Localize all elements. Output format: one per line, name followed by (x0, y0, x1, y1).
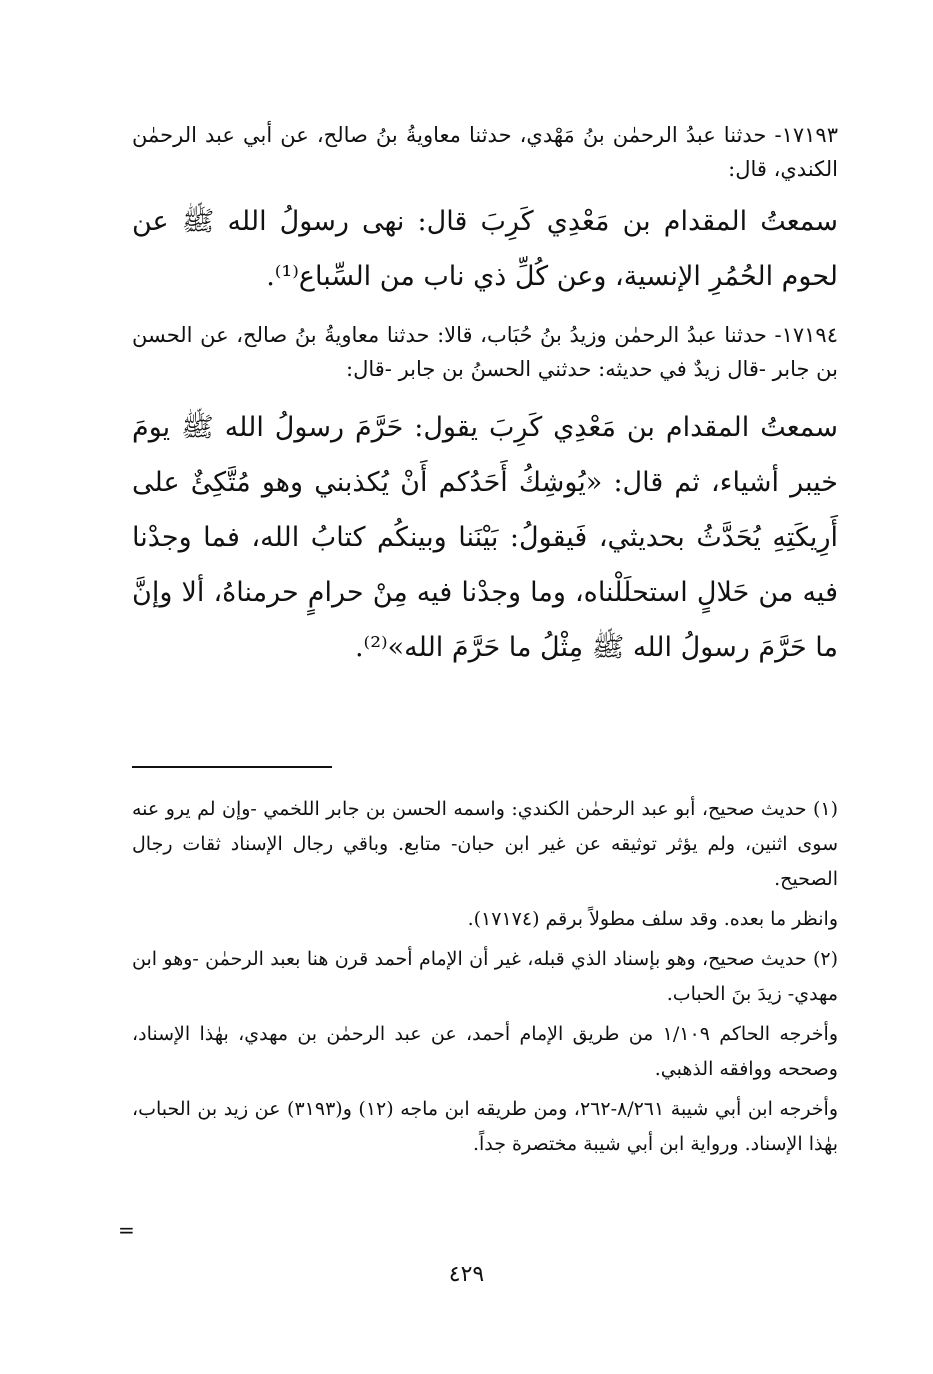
main-text (132, 118, 838, 675)
footnote-1-crossref: وانظر ما بعده. وقد سلف مطولاً برقم (١٧١٧٤). (467, 908, 838, 930)
footnote-1: (١) حديث صحيح، أبو عبد الرحمٰن الكندي: واسمه الحسن بن جابر اللخمي -وإن لم يرو عنه سوى اثنين، ولم يؤثر توثيقه عن غير ابن حبان- متابع. وباقي رجال الإسناد ثقات رجال الصحيح. (132, 798, 838, 890)
footnote-2-hakim: وأخرجه الحاكم ١/١٠٩ من طريق الإمام أحمد، عن عبد الرحمٰن بن مهدي، بهٰذا الإسناد، وصححه ووافقه الذهبي. (132, 1023, 838, 1080)
hadith-17194-text: سمعتُ المقدام بن مَعْدِي كَرِبَ يقول: حَرَّمَ رسولُ الله ﷺ يومَ خيبر أشياء، ثم قال: «يُوشِكُ أَحَدُكم أَنْ يُكذبني وهو مُتَّكِئٌ على أَرِيكَتِهِ يُحَدَّثُ بحديثي، فَيقولُ: بَيْنَنا وبينكُم كتابُ الله، فما وجدْنا فيه من حَلالٍ استحلَلْناه، وما وجدْنا فيه مِنْ حرامٍ حرمناهُ، ألا وإنَّ ما حَرَّمَ رسولُ الله ﷺ مِثْلُ ما حَرَّمَ الله»⁽²⁾. (132, 412, 838, 663)
footnotes (132, 792, 838, 1162)
hadith-17193-chain: ١٧١٩٣- حدثنا عبدُ الرحمٰن بنُ مَهْدي، حدثنا معاويةُ بنُ صالح، عن أبي عبد الرحمٰن الكندي، قال: (132, 123, 838, 181)
continuation-mark: = (118, 1218, 135, 1242)
footnote-separator (132, 766, 332, 768)
footnote-2: (٢) حديث صحيح، وهو بإسناد الذي قبله، غير أن الإمام أحمد قرن هنا بعبد الرحمٰن -وهو ابن مهدي- زيدَ بنَ الحباب. (132, 948, 838, 1005)
footnote-2-ibn-abi-shaybah: وأخرجه ابن أبي شيبة ٨/٢٦١-٢٦٢، ومن طريقه ابن ماجه (١٢) و(٣١٩٣) عن زيد بن الحباب، بهٰذا الإسناد. ورواية ابن أبي شيبة مختصرة جداً. (132, 1098, 839, 1155)
page-number: ٤٢٩ (448, 1262, 485, 1287)
hadith-17194-chain: ١٧١٩٤- حدثنا عبدُ الرحمٰن وزيدُ بنُ حُبَاب، قالا: حدثنا معاويةُ بنُ صالح، عن الحسن بن جابر -قال زيدٌ في حديثه: حدثني الحسنُ بن جابر -قال: (132, 323, 838, 381)
hadith-17193-text: سمعتُ المقدام بن مَعْدِي كَرِبَ قال: نهى رسولُ الله ﷺ عن لحوم الحُمُرِ الإنسية، وعن كُلِّ ذي ناب من السِّباع⁽¹⁾. (132, 206, 838, 292)
